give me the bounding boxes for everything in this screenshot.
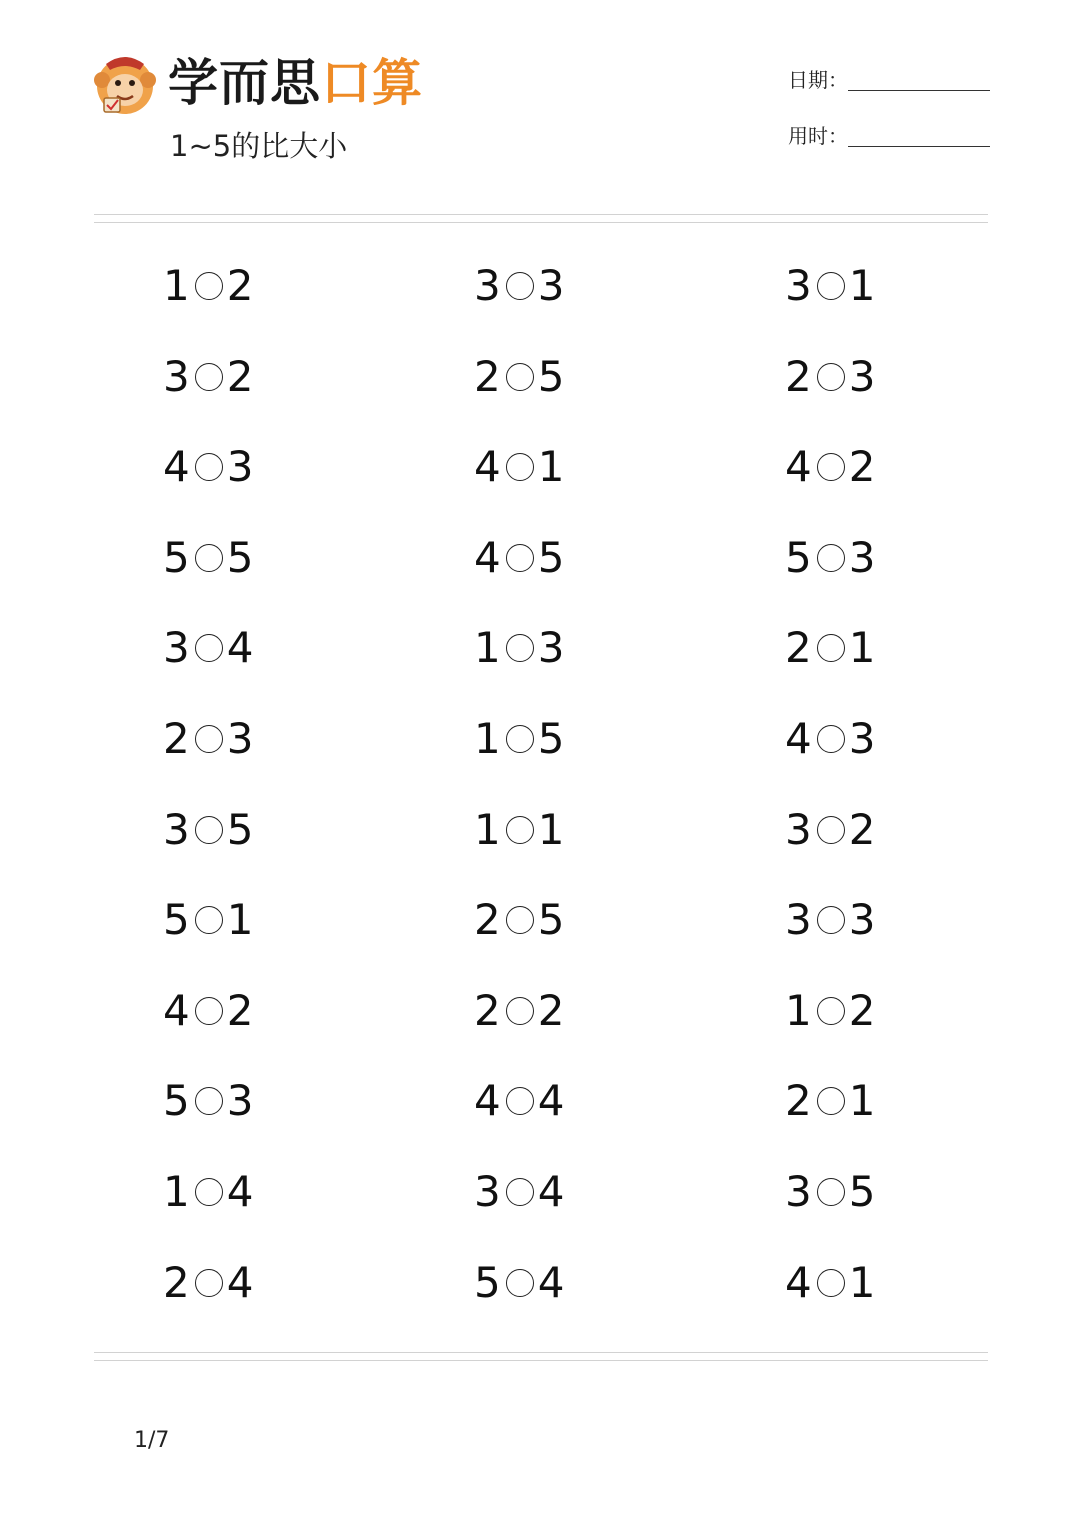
answer-circle[interactable] xyxy=(195,1087,223,1115)
problem-item xyxy=(163,1056,254,1146)
problem-item xyxy=(474,603,565,693)
right-number: 5 xyxy=(848,1167,877,1216)
answer-circle[interactable] xyxy=(506,1269,534,1297)
right-number: 2 xyxy=(848,985,877,1035)
problem-item xyxy=(163,422,254,512)
right-number: 5 xyxy=(226,804,255,854)
left-number: 4 xyxy=(785,714,813,763)
answer-circle[interactable] xyxy=(506,725,534,753)
problem-item xyxy=(785,1056,876,1146)
right-number: 1 xyxy=(848,1257,877,1307)
right-number: 3 xyxy=(537,261,566,310)
right-number: 2 xyxy=(226,261,255,310)
problem-item xyxy=(163,603,254,693)
answer-circle[interactable] xyxy=(817,725,845,753)
problem-item xyxy=(785,332,876,422)
left-number: 2 xyxy=(785,351,813,401)
problem-item xyxy=(474,422,565,512)
left-number: 4 xyxy=(785,442,813,492)
problem-item xyxy=(163,241,254,331)
left-number: 3 xyxy=(163,351,191,401)
answer-circle[interactable] xyxy=(195,997,223,1025)
worksheet-subtitle: 1~5的比大小 xyxy=(170,129,348,163)
problem-item xyxy=(785,241,876,331)
right-number: 1 xyxy=(848,1076,877,1126)
left-number: 4 xyxy=(163,985,191,1035)
right-number: 1 xyxy=(848,261,877,310)
problem-item xyxy=(785,513,876,603)
answer-circle[interactable] xyxy=(817,544,845,572)
problem-item xyxy=(474,785,565,875)
problem-item xyxy=(785,966,876,1056)
problem-item xyxy=(474,694,565,784)
date-blank-line[interactable] xyxy=(848,90,990,91)
problem-item xyxy=(474,1238,565,1328)
problem-item xyxy=(785,1147,876,1237)
problem-item xyxy=(474,241,565,331)
left-number: 1 xyxy=(163,1167,191,1216)
date-label: 日期： xyxy=(788,68,848,92)
left-number: 2 xyxy=(163,714,191,763)
right-number: 4 xyxy=(226,1167,255,1216)
problem-item xyxy=(163,1238,254,1328)
right-number: 1 xyxy=(226,895,255,945)
date-field[interactable] xyxy=(788,66,990,100)
answer-circle[interactable] xyxy=(506,997,534,1025)
time-label: 用时： xyxy=(788,124,848,148)
left-number: 3 xyxy=(785,261,813,310)
right-number: 5 xyxy=(226,532,255,582)
left-number: 2 xyxy=(474,351,502,401)
left-number: 1 xyxy=(474,623,502,673)
left-number: 1 xyxy=(474,804,502,854)
problem-item xyxy=(163,1147,254,1237)
brand-accent: 口算 xyxy=(321,54,423,112)
left-number: 3 xyxy=(474,1167,502,1216)
problem-item xyxy=(163,785,254,875)
left-number: 1 xyxy=(785,985,813,1035)
problem-item xyxy=(785,785,876,875)
answer-circle[interactable] xyxy=(506,906,534,934)
problem-item xyxy=(163,966,254,1056)
left-number: 2 xyxy=(474,895,502,945)
answer-circle[interactable] xyxy=(817,272,845,300)
left-number: 3 xyxy=(785,895,813,945)
problem-item xyxy=(163,875,254,965)
answer-circle[interactable] xyxy=(195,363,223,391)
answer-circle[interactable] xyxy=(817,997,845,1025)
answer-circle[interactable] xyxy=(195,453,223,481)
left-number: 3 xyxy=(785,804,813,854)
left-number: 3 xyxy=(163,804,191,854)
answer-circle[interactable] xyxy=(817,363,845,391)
answer-circle[interactable] xyxy=(506,363,534,391)
brand-title xyxy=(168,52,423,114)
right-number: 2 xyxy=(226,985,255,1035)
answer-circle[interactable] xyxy=(817,1087,845,1115)
answer-circle[interactable] xyxy=(506,1087,534,1115)
right-number: 4 xyxy=(537,1257,566,1307)
right-number: 2 xyxy=(848,442,877,492)
left-number: 5 xyxy=(163,1076,191,1126)
answer-circle[interactable] xyxy=(195,272,223,300)
problem-item xyxy=(785,422,876,512)
bottom-divider xyxy=(94,1352,988,1361)
top-divider xyxy=(94,214,988,223)
right-number: 4 xyxy=(226,623,255,673)
answer-circle[interactable] xyxy=(506,634,534,662)
right-number: 3 xyxy=(848,351,877,401)
answer-circle[interactable] xyxy=(817,453,845,481)
right-number: 3 xyxy=(226,442,255,492)
right-number: 5 xyxy=(537,532,566,582)
answer-circle[interactable] xyxy=(195,634,223,662)
problem-item xyxy=(785,603,876,693)
problem-item xyxy=(163,513,254,603)
right-number: 3 xyxy=(848,895,877,945)
answer-circle[interactable] xyxy=(506,272,534,300)
answer-circle[interactable] xyxy=(817,1269,845,1297)
left-number: 2 xyxy=(474,985,502,1035)
right-number: 5 xyxy=(537,714,566,763)
answer-circle[interactable] xyxy=(506,544,534,572)
left-number: 4 xyxy=(474,532,502,582)
page-number: 1/7 xyxy=(134,1428,170,1453)
problem-item xyxy=(474,966,565,1056)
right-number: 3 xyxy=(848,714,877,763)
left-number: 5 xyxy=(785,532,813,582)
answer-circle[interactable] xyxy=(817,1178,845,1206)
right-number: 3 xyxy=(537,623,566,673)
left-number: 5 xyxy=(163,532,191,582)
right-number: 3 xyxy=(226,1076,255,1126)
left-number: 2 xyxy=(163,1257,191,1307)
problem-item xyxy=(474,332,565,422)
answer-circle[interactable] xyxy=(195,544,223,572)
left-number: 1 xyxy=(163,261,191,310)
left-number: 3 xyxy=(163,623,191,673)
answer-circle[interactable] xyxy=(506,1178,534,1206)
left-number: 3 xyxy=(474,261,502,310)
problem-item xyxy=(163,694,254,784)
answer-circle[interactable] xyxy=(817,816,845,844)
answer-circle[interactable] xyxy=(817,634,845,662)
problem-item xyxy=(785,694,876,784)
right-number: 5 xyxy=(537,351,566,401)
problem-item xyxy=(785,1238,876,1328)
right-number: 2 xyxy=(537,985,566,1035)
right-number: 2 xyxy=(848,804,877,854)
right-number: 5 xyxy=(537,895,566,945)
brand-main: 学而思 xyxy=(168,54,321,112)
time-field[interactable] xyxy=(788,122,990,156)
left-number: 4 xyxy=(474,442,502,492)
problem-item xyxy=(474,875,565,965)
answer-circle[interactable] xyxy=(195,816,223,844)
right-number: 4 xyxy=(537,1167,566,1216)
problem-item xyxy=(474,1056,565,1146)
answer-circle[interactable] xyxy=(195,725,223,753)
left-number: 5 xyxy=(163,895,191,945)
right-number: 4 xyxy=(226,1257,255,1307)
time-blank-line[interactable] xyxy=(848,146,990,147)
problem-item xyxy=(163,332,254,422)
monkey-logo-icon xyxy=(92,50,158,116)
left-number: 2 xyxy=(785,1076,813,1126)
left-number: 4 xyxy=(163,442,191,492)
problem-item xyxy=(474,513,565,603)
answer-circle[interactable] xyxy=(506,453,534,481)
left-number: 5 xyxy=(474,1257,502,1307)
right-number: 4 xyxy=(537,1076,566,1126)
right-number: 3 xyxy=(848,532,877,582)
right-number: 3 xyxy=(226,714,255,763)
right-number: 2 xyxy=(226,351,255,401)
problem-item xyxy=(785,875,876,965)
problem-item xyxy=(474,1147,565,1237)
left-number: 4 xyxy=(785,1257,813,1307)
answer-circle[interactable] xyxy=(195,906,223,934)
left-number: 4 xyxy=(474,1076,502,1126)
answer-circle[interactable] xyxy=(506,816,534,844)
answer-circle[interactable] xyxy=(817,906,845,934)
answer-circle[interactable] xyxy=(195,1178,223,1206)
left-number: 1 xyxy=(474,714,502,763)
right-number: 1 xyxy=(848,623,877,673)
answer-circle[interactable] xyxy=(195,1269,223,1297)
left-number: 2 xyxy=(785,623,813,673)
left-number: 3 xyxy=(785,1167,813,1216)
right-number: 1 xyxy=(537,442,566,492)
right-number: 1 xyxy=(537,804,566,854)
